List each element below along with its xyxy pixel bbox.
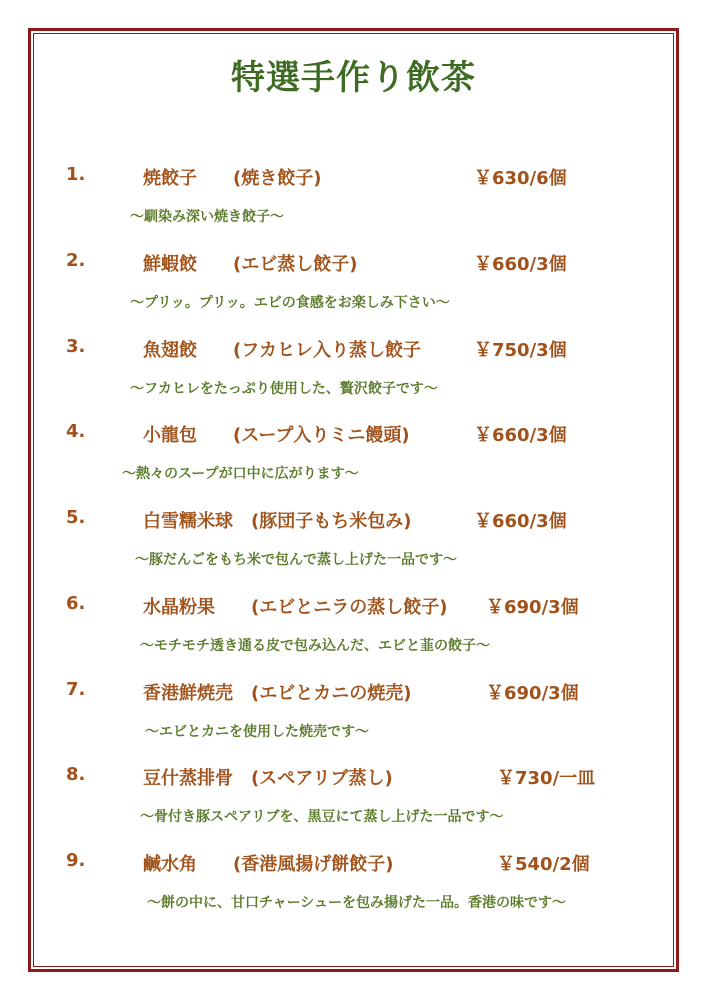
item-description: ～豚だんごをもち米で包んで蒸し上げた一品です～ [135,552,457,568]
item-number: 6. [66,593,86,614]
menu-item [0,507,707,597]
item-number: 1. [66,164,86,185]
item-price: ￥690/3個 [486,597,579,618]
item-name: 豆什蒸排骨 (スペアリブ蒸し) [143,768,393,789]
item-description: ～プリッ。プリッ。エビの食感をお楽しみ下さい～ [130,295,450,311]
item-number: 5. [66,507,86,528]
menu-item [0,164,707,254]
item-description: ～馴染み深い焼き餃子～ [130,209,284,225]
item-name: 小龍包 (スープ入りミニ饅頭) [143,425,410,446]
menu-item [0,421,707,511]
item-name: 焼餃子 (焼き餃子) [143,168,322,189]
item-name: 鮮蝦餃 (エビ蒸し餃子) [143,254,358,275]
item-price: ￥660/3個 [474,511,567,532]
menu-item [0,593,707,683]
item-name: 白雪糯米球 (豚団子もち米包み) [143,511,412,532]
item-description: ～エビとカニを使用した焼売です～ [145,724,369,740]
item-price: ￥630/6個 [474,168,567,189]
item-number: 7. [66,679,86,700]
item-number: 4. [66,421,86,442]
item-description: ～餅の中に、甘口チャーシューを包み揚げた一品。香港の味です～ [147,895,567,911]
item-description: ～フカヒレをたっぷり使用した、贅沢餃子です～ [130,381,438,397]
item-description: ～骨付き豚スペアリブを、黒豆にて蒸し上げた一品です～ [140,809,504,825]
item-number: 2. [66,250,86,271]
item-price: ￥750/3個 [474,340,567,361]
menu-item [0,250,707,340]
item-price: ￥690/3個 [486,683,579,704]
page-title: 特選手作り飲茶 [231,58,476,98]
menu-item [0,679,707,769]
item-name: 香港鮮焼売 (エビとカニの焼売) [143,683,412,704]
item-name: 魚翅餃 (フカヒレ入り蒸し餃子 [143,340,422,361]
menu-item [0,764,707,854]
item-price: ￥660/3個 [474,425,567,446]
item-name: 水晶粉果 (エビとニラの蒸し餃子) [143,597,448,618]
menu-item [0,336,707,426]
item-price: ￥730/一皿 [497,768,596,789]
item-name: 鹹水角 (香港風揚げ餅餃子) [143,854,394,875]
item-number: 9. [66,850,86,871]
item-number: 3. [66,336,86,357]
item-price: ￥660/3個 [474,254,567,275]
item-description: ～モチモチ透き通る皮で包み込んだ、エビと韮の餃子～ [140,638,490,654]
menu-item [0,850,707,940]
item-description: ～熱々のスープが口中に広がります～ [122,466,359,482]
item-price: ￥540/2個 [497,854,590,875]
item-number: 8. [66,764,86,785]
